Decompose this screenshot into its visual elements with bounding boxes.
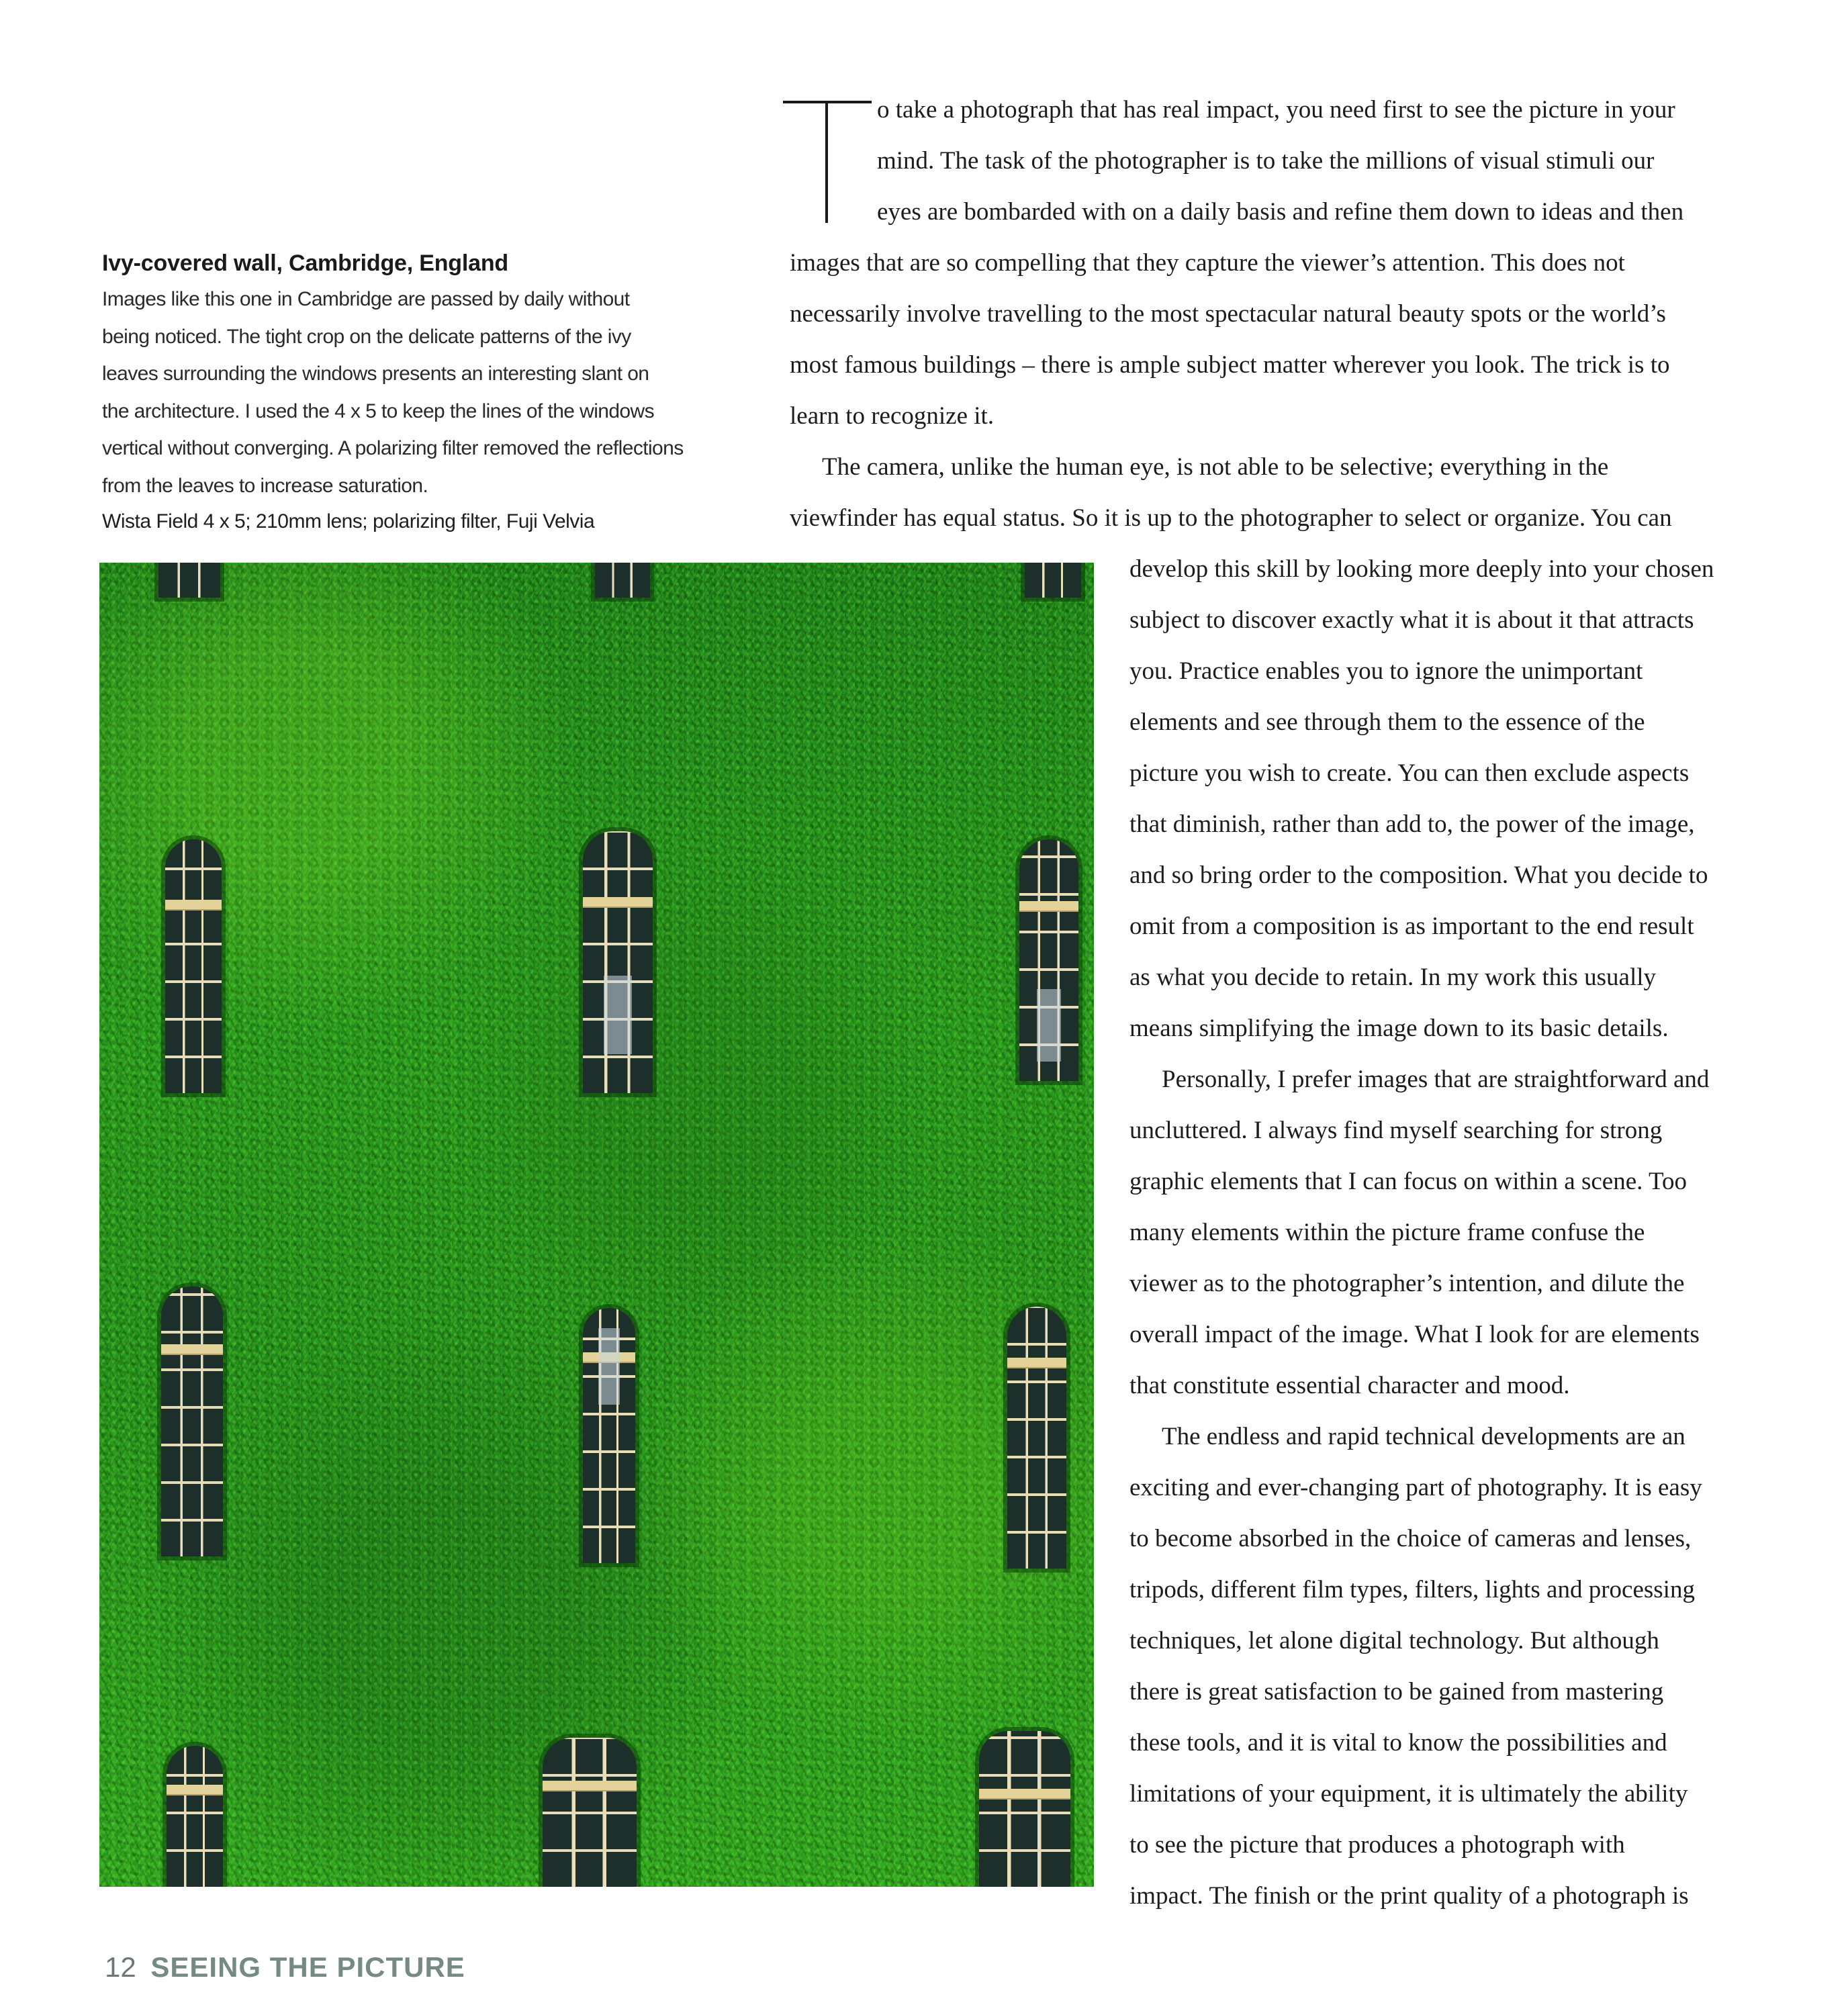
prose-line: The camera, unlike the human eye, is not able to be selective; everything in the xyxy=(822,453,1609,481)
prose-line: to see the picture that produces a photograph with xyxy=(1129,1831,1625,1859)
prose-line: many elements within the picture frame confuse the xyxy=(1129,1219,1645,1246)
running-head: SEEING THE PICTURE xyxy=(150,1951,465,1983)
caption-title: Ivy-covered wall, Cambridge, England xyxy=(102,250,508,276)
window-row3-center xyxy=(583,1308,635,1563)
prose-line: limitations of your equipment, it is ultimately the ability xyxy=(1129,1780,1688,1808)
prose-line: most famous buildings – there is ample subject matter wherever you look. The trick is to xyxy=(790,351,1670,379)
prose-line: overall impact of the image. What I look for are elements xyxy=(1129,1321,1700,1348)
caption-line: from the leaves to increase saturation. xyxy=(102,474,428,497)
caption-technical-details: Wista Field 4 x 5; 210mm lens; polarizing filter, Fuji Velvia xyxy=(102,510,595,532)
caption-line: leaves surrounding the windows presents an interesting slant on xyxy=(102,363,649,385)
prose-line: necessarily involve travelling to the most spectacular natural beauty spots or the world’s xyxy=(790,300,1666,328)
window-bottom-center xyxy=(543,1738,637,1887)
prose-line: develop this skill by looking more deeply into your chosen xyxy=(1129,555,1714,583)
ivy-wall-photo xyxy=(99,563,1094,1887)
window-top-right xyxy=(1025,563,1081,598)
prose-line: elements and see through them to the essence of the xyxy=(1129,708,1645,736)
prose-line: images that are so compelling that they capture the viewer’s attention. This does not xyxy=(790,249,1625,277)
prose-line: subject to discover exactly what it is about it that attracts xyxy=(1129,606,1694,634)
drop-cap xyxy=(783,101,872,223)
prose-line: that diminish, rather than add to, the power of the image, xyxy=(1129,810,1695,838)
prose-line: graphic elements that I can focus on within a scene. Too xyxy=(1129,1168,1687,1195)
prose-line: uncluttered. I always find myself searching for strong xyxy=(1129,1117,1663,1144)
drop-cap-stem xyxy=(825,101,828,223)
window-row2-right xyxy=(1019,839,1078,1081)
prose-line: and so bring order to the composition. What you decide to xyxy=(1129,861,1708,889)
prose-line: these tools, and it is vital to know the possibilities and xyxy=(1129,1729,1667,1757)
prose-line: impact. The finish or the print quality of a photograph is xyxy=(1129,1882,1689,1910)
window-bottom-right xyxy=(979,1731,1070,1887)
prose-line: picture you wish to create. You can then exclude aspects xyxy=(1129,759,1690,787)
prose-line: techniques, let alone digital technology. But although xyxy=(1129,1627,1659,1654)
window-row2-center xyxy=(583,831,653,1093)
photo-caption xyxy=(102,247,760,539)
prose-line: The endless and rapid technical developments are an xyxy=(1162,1423,1685,1450)
ivy-texture-highlight xyxy=(99,563,1094,1887)
prose-line: viewer as to the photographer’s intention, and dilute the xyxy=(1129,1270,1685,1297)
prose-line: exciting and ever-changing part of photography. It is easy xyxy=(1129,1474,1702,1501)
caption-line: Images like this one in Cambridge are passed by daily without xyxy=(102,288,630,310)
prose-line: tripods, different film types, filters, lights and processing xyxy=(1129,1576,1695,1603)
prose-line: means simplifying the image down to its basic details. xyxy=(1129,1015,1669,1042)
caption-body xyxy=(102,281,760,504)
prose-line: you. Practice enables you to ignore the unimportant xyxy=(1129,657,1643,685)
prose-line: omit from a composition is as important to the end result xyxy=(1129,913,1694,940)
page-footer xyxy=(105,1951,465,1984)
prose-line: learn to recognize it. xyxy=(790,402,995,430)
window-top-center xyxy=(595,563,650,598)
prose-line: Personally, I prefer images that are straightforward and xyxy=(1162,1066,1710,1093)
page-number: 12 xyxy=(105,1951,136,1983)
caption-line: the architecture. I used the 4 x 5 to keep the lines of the windows xyxy=(102,400,654,422)
window-row3-right xyxy=(1007,1307,1066,1569)
caption-line: being noticed. The tight crop on the delicate patterns of the ivy xyxy=(102,325,631,348)
prose-line: that constitute essential character and mood. xyxy=(1129,1372,1570,1399)
prose-line: viewfinder has equal status. So it is up to the photographer to select or organize. You can xyxy=(790,504,1672,532)
prose-line: eyes are bombarded with on a daily basis and refine them down to ideas and then xyxy=(877,198,1684,226)
window-top-left xyxy=(158,563,220,598)
window-row2-left xyxy=(165,839,222,1093)
prose-line: mind. The task of the photographer is to take the millions of visual stimuli our xyxy=(877,147,1655,175)
window-bottom-left xyxy=(167,1746,223,1887)
prose-line: as what you decide to retain. In my work this usually xyxy=(1129,964,1657,991)
prose-line: o take a photograph that has real impact, you need first to see the picture in your xyxy=(877,96,1675,124)
prose-line: to become absorbed in the choice of cameras and lenses, xyxy=(1129,1525,1692,1552)
window-row3-left xyxy=(161,1287,223,1556)
prose-line: there is great satisfaction to be gained from mastering xyxy=(1129,1678,1664,1706)
caption-line: vertical without converging. A polarizing filter removed the reflections xyxy=(102,437,684,459)
